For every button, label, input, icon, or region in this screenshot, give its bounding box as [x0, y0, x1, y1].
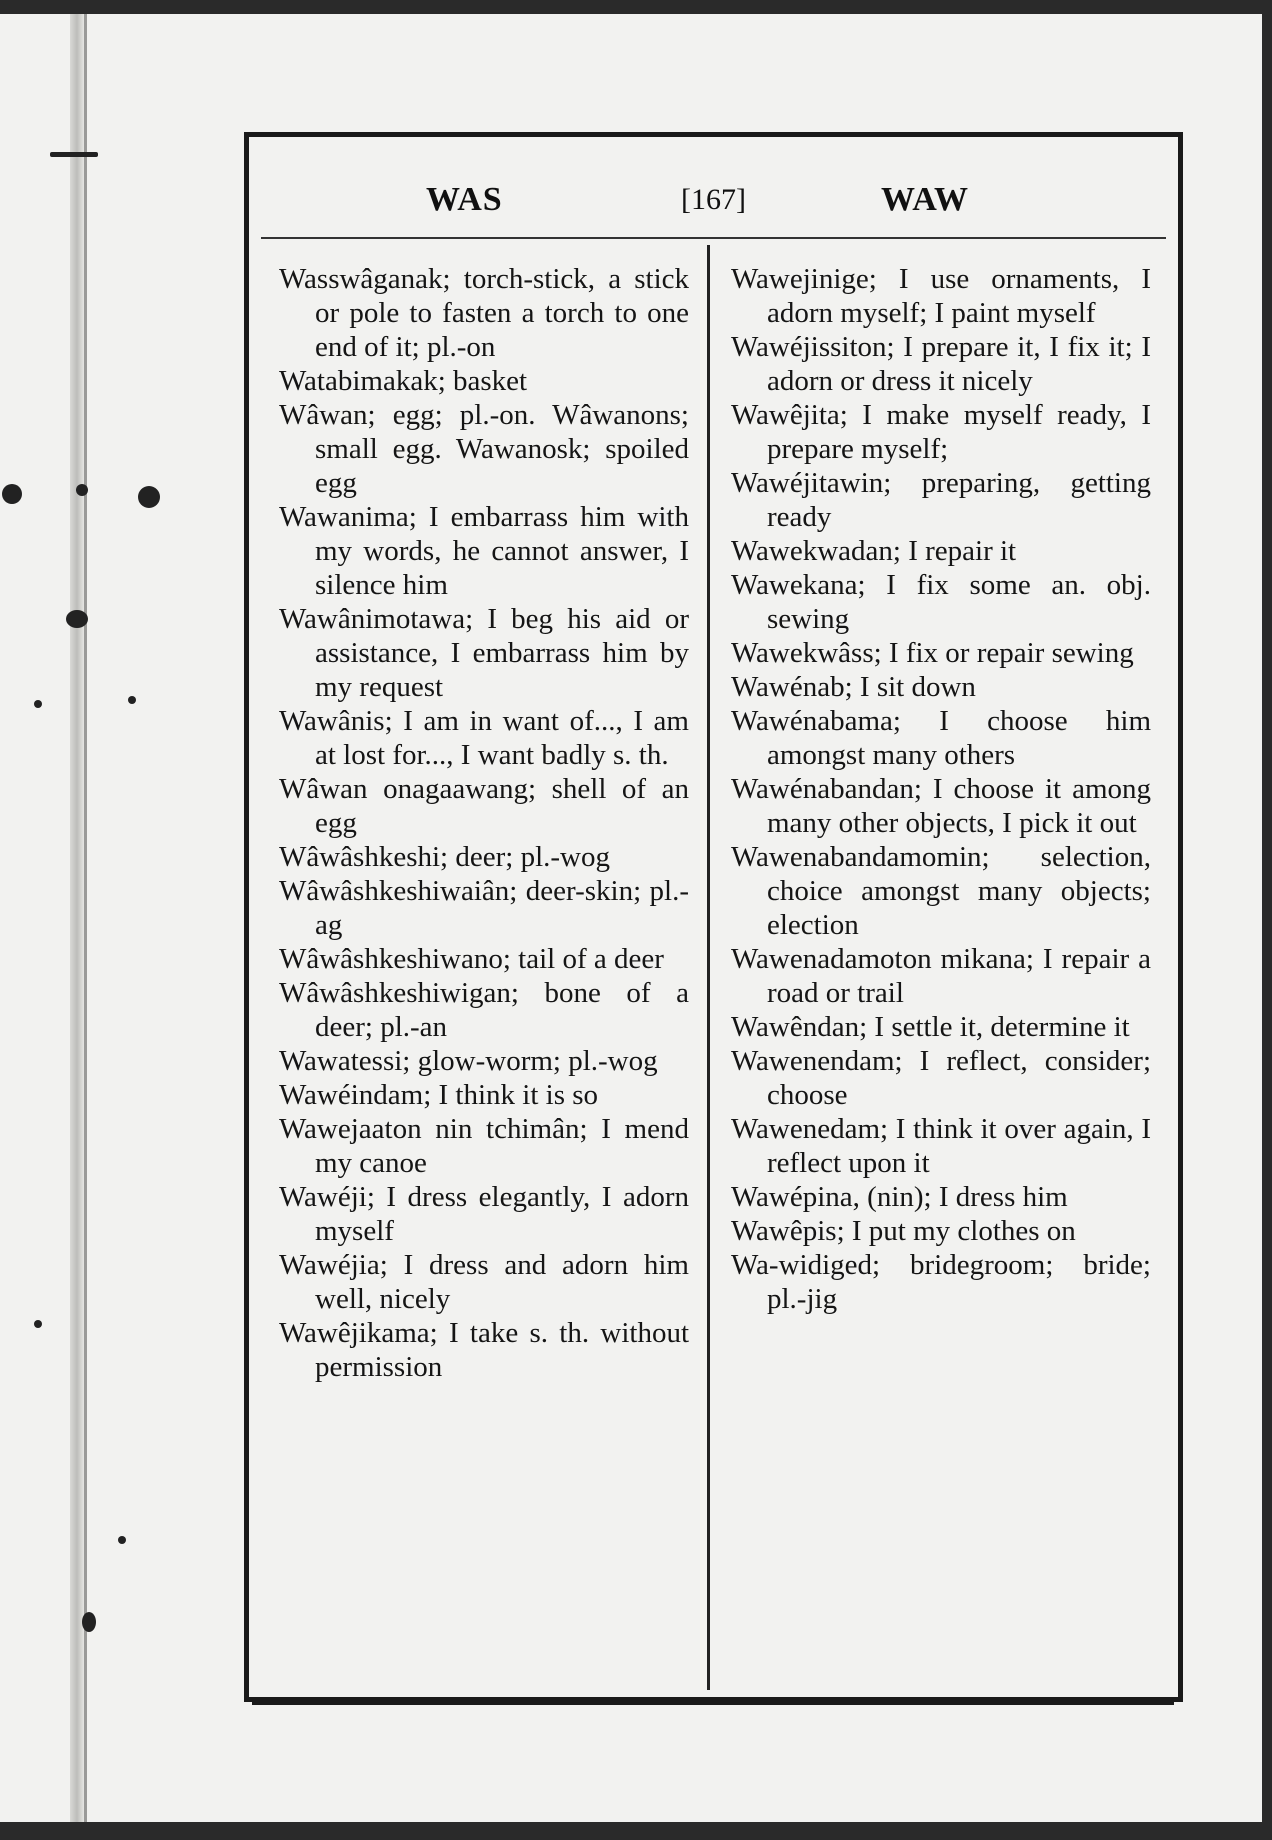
dictionary-entry: Wawéjissiton; I prepare it, I fix it; I adorn or dress it nicely: [731, 331, 1151, 397]
right-column: [731, 262, 1151, 1316]
margin-mark: [34, 1320, 42, 1328]
dictionary-entry: Wawêndan; I settle it, determine it: [731, 1011, 1130, 1043]
dictionary-entry: Wawéjitawin; preparing, getting ready: [731, 467, 1151, 533]
dictionary-entry: Wâwâshkeshi; deer; pl.-wog: [279, 841, 610, 873]
dictionary-entry: Wawépina, (nin); I dress him: [731, 1181, 1068, 1213]
dictionary-entry: Wawénab; I sit down: [731, 671, 976, 703]
dictionary-page: [0, 14, 1262, 1822]
binding-edge: [84, 14, 87, 1822]
dictionary-entry: Wawanima; I embarrass him with my words, he cannot answer, I silence him: [279, 501, 689, 601]
dictionary-entry: Wawenabandamomin; selection, choice amongst many objects; election: [731, 841, 1151, 941]
dictionary-entry: Wawêjita; I make myself ready, I prepare myself;: [731, 399, 1151, 465]
dictionary-entry: Watabimakak; basket: [279, 365, 528, 397]
dictionary-entry: Wawéindam; I think it is so: [279, 1079, 599, 1111]
dictionary-entry: Wawénabama; I choose him amongst many others: [731, 705, 1151, 771]
margin-mark: [138, 486, 160, 508]
dictionary-entry: Wâwan onagaawang; shell of an egg: [279, 773, 689, 839]
dictionary-entry: Wawekwadan; I repair it: [731, 535, 1017, 567]
dictionary-entry: Wawénabandan; I choose it among many other objects, I pick it out: [731, 773, 1151, 839]
dictionary-entry: Wa-widiged; bridegroom; bride; pl.-jig: [731, 1249, 1151, 1315]
left-column: [279, 262, 689, 1384]
dictionary-entry: Wâwan; egg; pl.-on. Wâwanons; small egg. Wawanosk; spoiled egg: [279, 399, 689, 499]
dictionary-entry: Wawéjia; I dress and adorn him well, nicely: [279, 1249, 689, 1315]
dictionary-entry: Wawejaaton nin tchimân; I mend my canoe: [279, 1113, 689, 1179]
margin-mark: [82, 1612, 96, 1632]
binding-gutter: [70, 14, 84, 1822]
right-guide-word: WAW: [881, 181, 970, 218]
page-frame: [244, 132, 1183, 1702]
dictionary-entry: Wawânis; I am in want of..., I am at lost for..., I want badly s. th.: [279, 705, 689, 771]
margin-mark: [66, 610, 88, 628]
left-guide-word: WAS: [426, 181, 503, 218]
dictionary-entry: Wawéji; I dress elegantly, I adorn myself: [279, 1181, 689, 1247]
dictionary-entry: Wawekwâss; I fix or repair sewing: [731, 637, 1134, 669]
dictionary-entry: Wawânimotawa; I beg his aid or assistance, I embarrass him by my request: [279, 603, 689, 703]
page-number: [167]: [681, 183, 746, 216]
dictionary-entry: Wawenedam; I think it over again, I reflect upon it: [731, 1113, 1151, 1179]
margin-mark: [50, 152, 98, 157]
margin-mark: [2, 484, 22, 504]
dictionary-entry: Wâwâshkeshiwaiân; deer-skin; pl.-ag: [279, 875, 689, 941]
column-divider: [707, 245, 710, 1690]
margin-mark: [128, 696, 136, 704]
dictionary-entry: Wawejinige; I use ornaments, I adorn myself; I paint myself: [731, 263, 1151, 329]
dictionary-entry: Wawekana; I fix some an. obj. sewing: [731, 569, 1151, 635]
dictionary-entry: Wawenadamoton mikana; I repair a road or trail: [731, 943, 1151, 1009]
dictionary-entry: Wawatessi; glow-worm; pl.-wog: [279, 1045, 658, 1077]
dictionary-entry: Wawêjikama; I take s. th. without permission: [279, 1317, 689, 1383]
dictionary-entry: Wasswâganak; torch-stick, a stick or pole to fasten a torch to one end of it; pl.-on: [279, 263, 689, 363]
bottom-rule: [252, 1701, 1174, 1705]
running-header: [261, 137, 1166, 239]
dictionary-entry: Wâwâshkeshiwigan; bone of a deer; pl.-an: [279, 977, 689, 1043]
margin-mark: [76, 484, 88, 496]
dictionary-entry: Wâwâshkeshiwano; tail of a deer: [279, 943, 664, 975]
dictionary-entry: Wawenendam; I reflect, consider; choose: [731, 1045, 1151, 1111]
margin-mark: [118, 1536, 126, 1544]
margin-mark: [34, 700, 42, 708]
dictionary-entry: Wawêpis; I put my clothes on: [731, 1215, 1076, 1247]
